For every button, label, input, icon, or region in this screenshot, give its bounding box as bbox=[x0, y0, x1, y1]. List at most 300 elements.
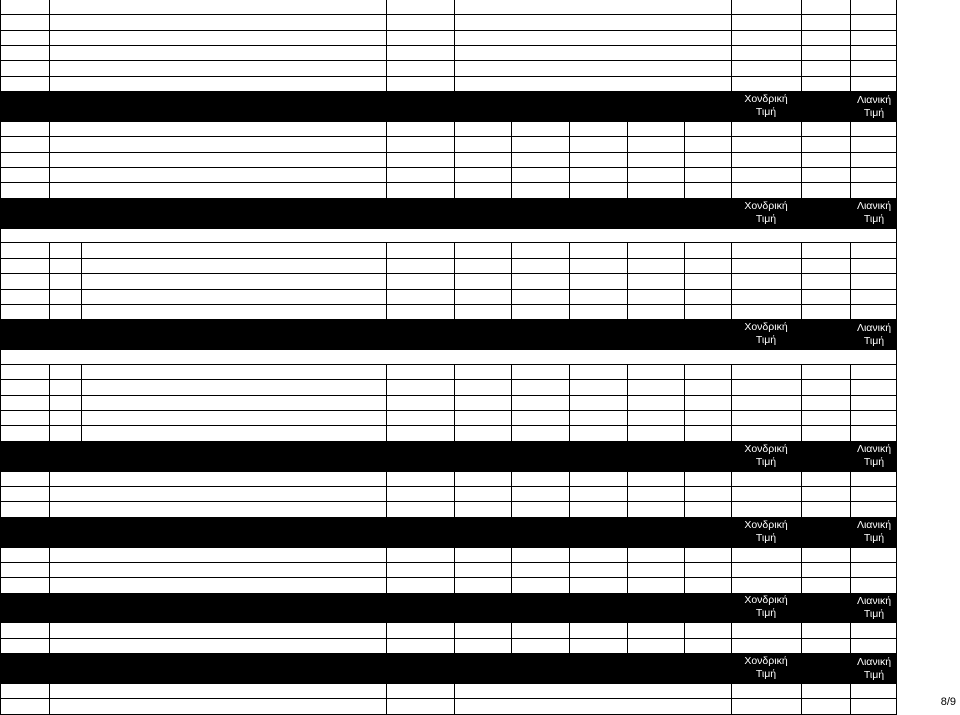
price-label-line: Χονδρική bbox=[744, 654, 788, 667]
color-subheader bbox=[1, 350, 201, 364]
item-code-alt bbox=[49, 305, 81, 319]
item-name bbox=[49, 699, 386, 713]
section-header bbox=[0, 518, 897, 548]
item-name bbox=[81, 426, 386, 440]
section-header bbox=[0, 199, 897, 229]
item-size bbox=[511, 502, 569, 516]
price-label-line: Χονδρική bbox=[744, 518, 788, 531]
item-retail bbox=[850, 684, 898, 698]
size-label bbox=[511, 92, 569, 121]
size-label bbox=[627, 92, 684, 121]
retail-label bbox=[850, 518, 898, 547]
item-size bbox=[511, 243, 569, 257]
item-price bbox=[731, 699, 801, 713]
item-name bbox=[49, 46, 386, 60]
item-price bbox=[731, 305, 801, 319]
retail-label-line: Λιανική bbox=[856, 321, 892, 334]
item-code bbox=[1, 684, 49, 698]
item-retail bbox=[850, 365, 898, 379]
size-label bbox=[454, 594, 511, 623]
retail-label-line: Τιμή bbox=[863, 106, 885, 119]
item-size bbox=[511, 396, 569, 410]
item-retail bbox=[850, 137, 898, 151]
item-size bbox=[454, 548, 511, 562]
price-label bbox=[731, 442, 801, 471]
table-row bbox=[0, 122, 897, 137]
item-unit bbox=[386, 699, 454, 713]
item-size bbox=[569, 305, 627, 319]
item-vat bbox=[801, 487, 850, 501]
item-code-alt bbox=[49, 274, 81, 288]
item-size bbox=[684, 548, 731, 562]
item-name bbox=[81, 396, 386, 410]
item-unit bbox=[386, 274, 454, 288]
item-size bbox=[454, 502, 511, 516]
item-price bbox=[731, 15, 801, 29]
item-code bbox=[1, 365, 49, 379]
item-size bbox=[569, 487, 627, 501]
price-label-line: Τιμή bbox=[755, 667, 777, 680]
item-size bbox=[454, 168, 511, 182]
item-retail bbox=[850, 259, 898, 273]
item-code bbox=[1, 548, 49, 562]
unit-label bbox=[386, 199, 454, 228]
item-size bbox=[627, 243, 684, 257]
item-vat bbox=[801, 153, 850, 167]
item-unit bbox=[386, 365, 454, 379]
item-code-alt bbox=[49, 380, 81, 394]
item-size bbox=[454, 380, 511, 394]
item-vat bbox=[801, 168, 850, 182]
item-size bbox=[569, 502, 627, 516]
item-name bbox=[49, 578, 386, 592]
item-vat bbox=[801, 548, 850, 562]
item-retail bbox=[850, 563, 898, 577]
item-size bbox=[454, 411, 511, 425]
item-size bbox=[569, 426, 627, 440]
item-size bbox=[684, 578, 731, 592]
item-price bbox=[731, 61, 801, 75]
item-unit bbox=[386, 0, 454, 14]
retail-label-line: Λιανική bbox=[856, 443, 892, 456]
item-size bbox=[454, 15, 731, 29]
price-label-line: Χονδρική bbox=[744, 199, 788, 212]
item-size bbox=[627, 290, 684, 304]
retail-label bbox=[850, 92, 898, 121]
table-row bbox=[0, 168, 897, 183]
item-size bbox=[684, 365, 731, 379]
item-size bbox=[454, 243, 511, 257]
item-size bbox=[454, 61, 731, 75]
retail-label-line: Λιανική bbox=[856, 594, 892, 607]
item-size bbox=[454, 472, 511, 486]
item-retail bbox=[850, 487, 898, 501]
item-vat bbox=[801, 305, 850, 319]
item-unit bbox=[386, 502, 454, 516]
item-name bbox=[49, 61, 386, 75]
item-size bbox=[511, 290, 569, 304]
size-label bbox=[684, 518, 731, 547]
retail-label-line: Λιανική bbox=[856, 655, 892, 668]
price-label-line: Τιμή bbox=[755, 607, 777, 620]
item-price bbox=[731, 623, 801, 637]
item-name bbox=[49, 563, 386, 577]
item-size bbox=[627, 426, 684, 440]
subheader-row bbox=[0, 350, 897, 365]
item-price bbox=[731, 153, 801, 167]
item-vat bbox=[801, 563, 850, 577]
item-retail bbox=[850, 396, 898, 410]
table-row bbox=[0, 31, 897, 46]
size-label bbox=[511, 442, 569, 471]
item-price bbox=[731, 578, 801, 592]
item-size bbox=[627, 259, 684, 273]
unit-label bbox=[386, 594, 454, 623]
price-label-line: Τιμή bbox=[755, 334, 777, 347]
item-size bbox=[569, 411, 627, 425]
item-retail bbox=[850, 183, 898, 197]
section-title bbox=[81, 594, 386, 623]
item-size bbox=[627, 365, 684, 379]
item-code bbox=[1, 699, 49, 713]
item-vat bbox=[801, 77, 850, 91]
size-label bbox=[627, 320, 684, 349]
size-label bbox=[627, 594, 684, 623]
code-label bbox=[1, 594, 81, 623]
item-unit bbox=[386, 153, 454, 167]
price-label-line: Τιμή bbox=[755, 531, 777, 544]
item-retail bbox=[850, 699, 898, 713]
table-row bbox=[0, 290, 897, 305]
table-row bbox=[0, 502, 897, 517]
size-label bbox=[454, 442, 511, 471]
item-retail bbox=[850, 472, 898, 486]
item-price bbox=[731, 31, 801, 45]
item-size bbox=[511, 183, 569, 197]
item-name bbox=[49, 0, 386, 14]
price-label bbox=[731, 654, 801, 683]
item-size bbox=[569, 396, 627, 410]
item-price bbox=[731, 183, 801, 197]
price-label bbox=[731, 518, 801, 547]
item-size bbox=[454, 183, 511, 197]
size-label bbox=[454, 199, 511, 228]
table-row bbox=[0, 259, 897, 274]
table-row bbox=[0, 639, 897, 654]
price-label bbox=[731, 92, 801, 121]
item-size bbox=[511, 639, 569, 653]
vat-label bbox=[801, 199, 850, 228]
size-label bbox=[454, 518, 511, 547]
item-name bbox=[49, 487, 386, 501]
item-code bbox=[1, 15, 49, 29]
item-unit bbox=[386, 77, 454, 91]
item-code bbox=[1, 623, 49, 637]
table-row bbox=[0, 365, 897, 380]
item-vat bbox=[801, 699, 850, 713]
table-row bbox=[0, 274, 897, 289]
item-name bbox=[49, 31, 386, 45]
size-label bbox=[627, 442, 684, 471]
item-code-alt bbox=[49, 290, 81, 304]
item-size bbox=[569, 563, 627, 577]
item-retail bbox=[850, 46, 898, 60]
item-unit bbox=[386, 639, 454, 653]
item-name bbox=[81, 305, 386, 319]
item-size bbox=[684, 243, 731, 257]
item-price bbox=[731, 290, 801, 304]
item-size bbox=[627, 305, 684, 319]
item-size bbox=[511, 426, 569, 440]
table-row bbox=[0, 426, 897, 441]
item-price bbox=[731, 502, 801, 516]
size-label bbox=[454, 320, 511, 349]
item-size bbox=[454, 563, 511, 577]
item-size bbox=[454, 137, 511, 151]
item-size bbox=[511, 305, 569, 319]
item-code bbox=[1, 411, 49, 425]
item-size bbox=[511, 548, 569, 562]
item-code bbox=[1, 61, 49, 75]
item-retail bbox=[850, 623, 898, 637]
vat-label bbox=[801, 594, 850, 623]
item-size bbox=[684, 487, 731, 501]
item-size bbox=[627, 153, 684, 167]
retail-label-line: Λιανική bbox=[856, 200, 892, 213]
code-label bbox=[1, 442, 81, 471]
item-vat bbox=[801, 0, 850, 14]
item-name bbox=[49, 684, 386, 698]
table-row bbox=[0, 0, 897, 15]
item-unit bbox=[386, 290, 454, 304]
vat-label bbox=[801, 92, 850, 121]
price-label bbox=[731, 594, 801, 623]
item-size bbox=[454, 487, 511, 501]
item-price bbox=[731, 639, 801, 653]
table-row bbox=[0, 699, 897, 714]
item-price bbox=[731, 426, 801, 440]
item-code bbox=[1, 502, 49, 516]
item-unit bbox=[386, 122, 454, 136]
item-unit bbox=[386, 487, 454, 501]
item-size bbox=[511, 365, 569, 379]
item-size bbox=[454, 122, 511, 136]
item-code-alt bbox=[49, 365, 81, 379]
retail-label-line: Τιμή bbox=[863, 532, 885, 545]
item-retail bbox=[850, 305, 898, 319]
size-label bbox=[684, 320, 731, 349]
retail-label-line: Τιμή bbox=[863, 668, 885, 681]
item-size bbox=[684, 168, 731, 182]
item-size bbox=[627, 137, 684, 151]
item-name bbox=[81, 274, 386, 288]
size-label bbox=[569, 199, 627, 228]
item-code bbox=[1, 243, 49, 257]
price-label bbox=[731, 320, 801, 349]
item-retail bbox=[850, 639, 898, 653]
table-row bbox=[0, 623, 897, 638]
item-code bbox=[1, 396, 49, 410]
retail-label-line: Λιανική bbox=[856, 519, 892, 532]
item-code bbox=[1, 290, 49, 304]
item-size bbox=[684, 563, 731, 577]
item-price bbox=[731, 548, 801, 562]
item-size bbox=[454, 426, 511, 440]
item-vat bbox=[801, 137, 850, 151]
item-size bbox=[569, 243, 627, 257]
item-retail bbox=[850, 77, 898, 91]
item-code bbox=[1, 168, 49, 182]
item-size bbox=[569, 365, 627, 379]
item-vat bbox=[801, 122, 850, 136]
item-name bbox=[81, 290, 386, 304]
item-code bbox=[1, 153, 49, 167]
item-name bbox=[49, 472, 386, 486]
code-label bbox=[1, 320, 81, 349]
item-name bbox=[49, 77, 386, 91]
table-row bbox=[0, 380, 897, 395]
vat-label bbox=[801, 654, 850, 683]
item-size bbox=[684, 290, 731, 304]
item-size bbox=[684, 411, 731, 425]
item-size bbox=[511, 153, 569, 167]
page-number: 8/9 bbox=[940, 696, 956, 708]
retail-label-line: Λιανική bbox=[856, 93, 892, 106]
item-price bbox=[731, 77, 801, 91]
item-size bbox=[569, 472, 627, 486]
item-size bbox=[684, 380, 731, 394]
item-code bbox=[1, 305, 49, 319]
item-size bbox=[627, 502, 684, 516]
table-row bbox=[0, 183, 897, 198]
item-size bbox=[511, 274, 569, 288]
table-row bbox=[0, 305, 897, 320]
code-label bbox=[1, 654, 81, 683]
size-label bbox=[684, 442, 731, 471]
item-unit bbox=[386, 396, 454, 410]
item-size bbox=[627, 639, 684, 653]
item-size bbox=[684, 472, 731, 486]
item-size bbox=[454, 699, 731, 713]
item-retail bbox=[850, 290, 898, 304]
item-name bbox=[81, 259, 386, 273]
code-label bbox=[1, 518, 81, 547]
item-code bbox=[1, 31, 49, 45]
item-price bbox=[731, 380, 801, 394]
item-retail bbox=[850, 548, 898, 562]
size-label bbox=[454, 654, 731, 683]
table-row bbox=[0, 15, 897, 30]
item-code bbox=[1, 578, 49, 592]
item-size bbox=[454, 639, 511, 653]
item-size bbox=[511, 137, 569, 151]
table-row bbox=[0, 548, 897, 563]
item-vat bbox=[801, 15, 850, 29]
item-name bbox=[49, 153, 386, 167]
item-size bbox=[511, 259, 569, 273]
item-code bbox=[1, 487, 49, 501]
item-vat bbox=[801, 380, 850, 394]
item-name bbox=[49, 137, 386, 151]
item-code bbox=[1, 122, 49, 136]
item-unit bbox=[386, 472, 454, 486]
item-code bbox=[1, 472, 49, 486]
item-unit bbox=[386, 548, 454, 562]
item-vat bbox=[801, 290, 850, 304]
item-size bbox=[684, 259, 731, 273]
item-vat bbox=[801, 46, 850, 60]
item-size bbox=[569, 137, 627, 151]
item-unit bbox=[386, 411, 454, 425]
size-label bbox=[569, 320, 627, 349]
item-size bbox=[511, 168, 569, 182]
item-size bbox=[569, 274, 627, 288]
item-code bbox=[1, 137, 49, 151]
item-retail bbox=[850, 153, 898, 167]
table-row bbox=[0, 61, 897, 76]
table-row bbox=[0, 46, 897, 61]
size-label bbox=[569, 442, 627, 471]
unit-label bbox=[386, 518, 454, 547]
item-price bbox=[731, 274, 801, 288]
item-size bbox=[569, 168, 627, 182]
item-name bbox=[49, 639, 386, 653]
item-code-alt bbox=[49, 259, 81, 273]
item-price bbox=[731, 684, 801, 698]
item-size bbox=[454, 290, 511, 304]
item-unit bbox=[386, 684, 454, 698]
item-retail bbox=[850, 0, 898, 14]
item-size bbox=[569, 183, 627, 197]
item-name bbox=[49, 183, 386, 197]
section-title bbox=[81, 442, 386, 471]
item-retail bbox=[850, 31, 898, 45]
item-unit bbox=[386, 259, 454, 273]
item-size bbox=[684, 396, 731, 410]
item-vat bbox=[801, 259, 850, 273]
item-name bbox=[49, 15, 386, 29]
table-row bbox=[0, 563, 897, 578]
table-row bbox=[0, 684, 897, 699]
item-size bbox=[569, 639, 627, 653]
size-label bbox=[454, 92, 511, 121]
retail-label bbox=[850, 442, 898, 471]
item-code-alt bbox=[49, 396, 81, 410]
item-price bbox=[731, 487, 801, 501]
item-code bbox=[1, 46, 49, 60]
vat-label bbox=[801, 442, 850, 471]
item-size bbox=[627, 563, 684, 577]
item-size bbox=[511, 623, 569, 637]
item-size bbox=[569, 122, 627, 136]
item-size bbox=[627, 578, 684, 592]
item-size bbox=[454, 684, 731, 698]
price-label-line: Χονδρική bbox=[744, 442, 788, 455]
item-code bbox=[1, 426, 49, 440]
price-label-line: Χονδρική bbox=[744, 594, 788, 607]
item-size bbox=[627, 274, 684, 288]
item-code bbox=[1, 183, 49, 197]
vat-label bbox=[801, 518, 850, 547]
item-code bbox=[1, 563, 49, 577]
item-price bbox=[731, 46, 801, 60]
item-size bbox=[569, 578, 627, 592]
item-code bbox=[1, 274, 49, 288]
size-label bbox=[569, 518, 627, 547]
item-size bbox=[569, 290, 627, 304]
item-unit bbox=[386, 426, 454, 440]
section-header bbox=[0, 594, 897, 624]
